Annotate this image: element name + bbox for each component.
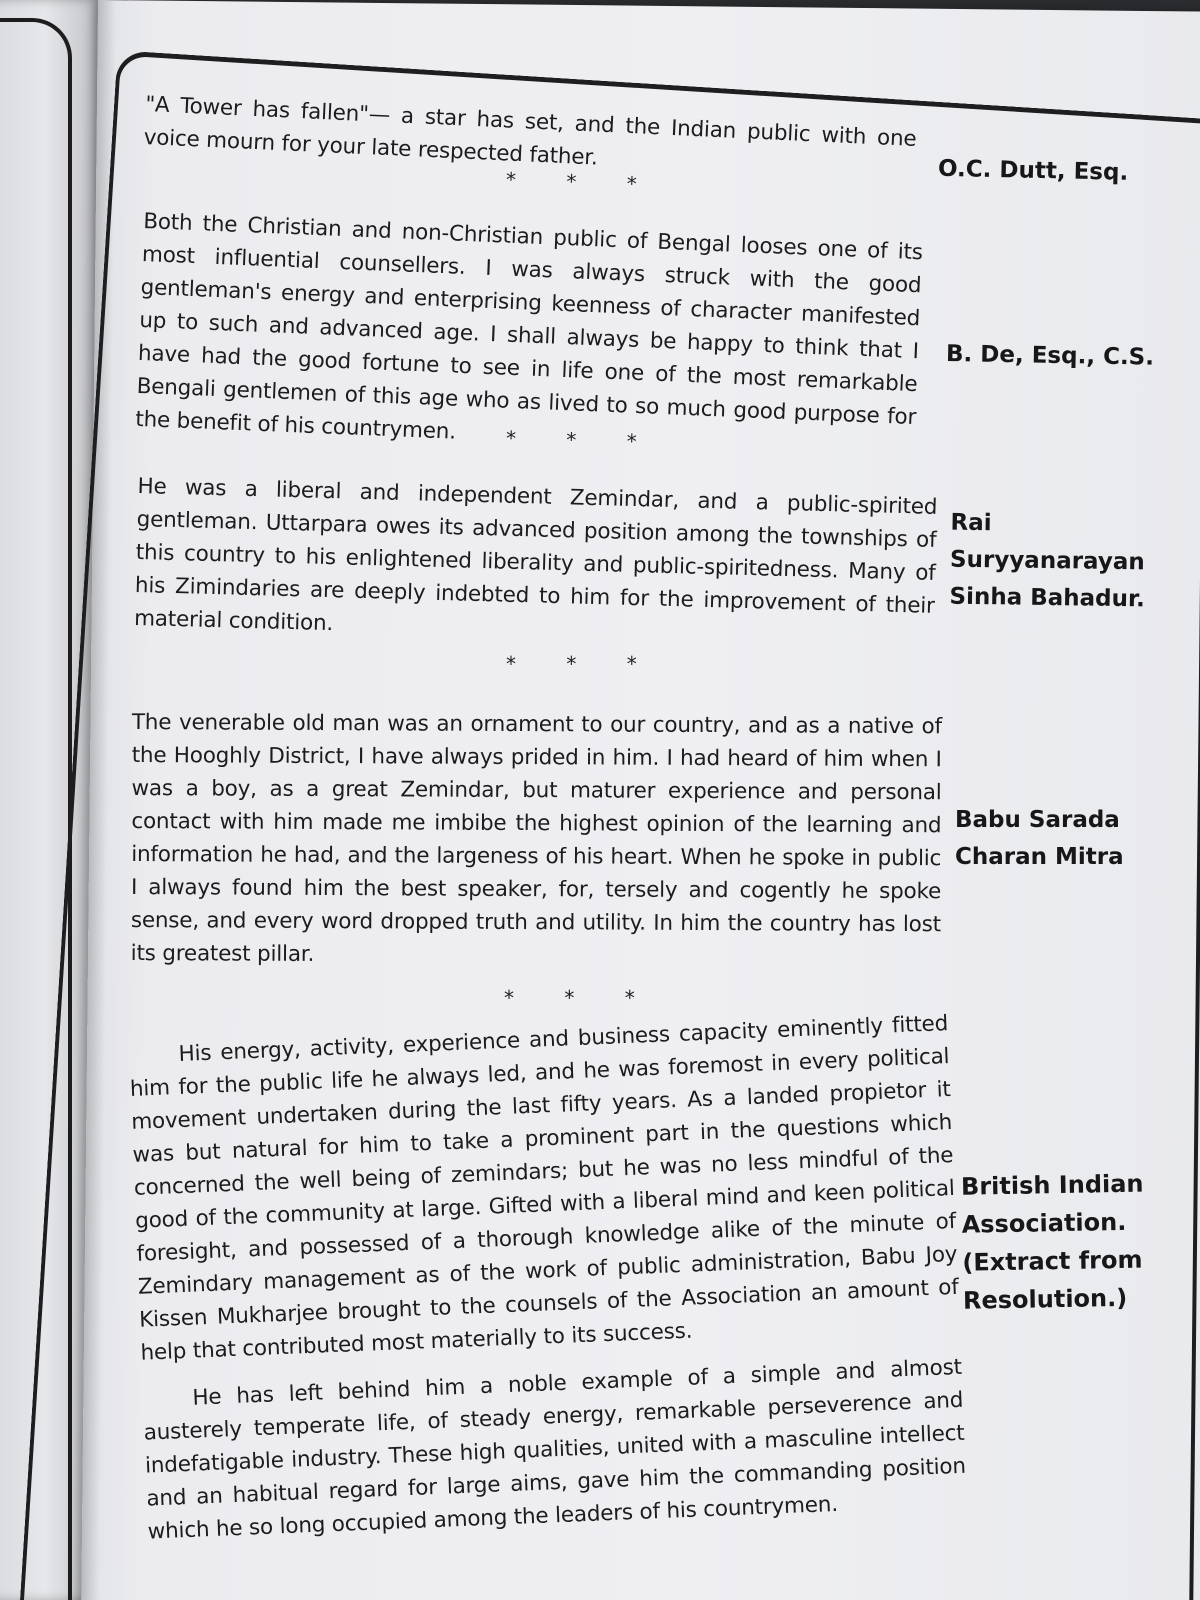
section-separator: * * * (504, 986, 657, 1010)
tribute-paragraph-5 (128, 1007, 968, 1548)
section-separator: * * * (505, 167, 660, 197)
tribute-paragraph-3 (134, 470, 938, 656)
tribute-text: Both the Christian and non-Christian public of Bengal looses one of its most influential counsellers. I was always struck with the good gentleman's energy and enterprising keenness of character manifested up to such and advanced age. I shall always be happy to think that I have had the good fortune to see in life one of the most remarkable Bengali gentlemen of this age who as lived to so much good purpose for the benefit of his countrymen. (134, 208, 924, 445)
section-separator: * * * (506, 652, 659, 676)
tribute-text: He has left behind him a noble example of a simple and almost austerely temperate life, of steady energy, remarkable perseverence and indefatigable industry. These high qualities, united with a masculine intellect and an habitual regard for large aims, gave him the commanding position which he so long occupied among the leaders of his countrymen. (143, 1354, 967, 1545)
tribute-paragraph-4 (131, 706, 942, 974)
tribute-text: He was a liberal and independent Zemindar, and a public-spirited gentleman. Uttarpara owes its advanced position among the townships of this country to his enlightened liberality and public-spiritedness. Many of his Zimindaries are deeply indebted to him for the improvement of their material condition. (133, 473, 938, 637)
tribute-attribution-5: British Indian Association. (Extract from Resolution.) (960, 1169, 1144, 1315)
tribute-text: The venerable old man was an ornament to our country, and as a native of the Hooghly District, I have always prided in him. I had heard of him when I was a boy, as a great Zemindar, but maturer experience and personal contact with him made me imbibe the highest opinion of the learning and information he had, and the largeness of his heart. When he spoke in public I always found him the best speaker, for, tersely and cogently he spoke sense, and every word dropped truth and utility. In him the country has lost its greatest pillar. (130, 709, 942, 967)
tribute-attribution-4: Babu Sarada Charan Mitra (955, 807, 1124, 870)
tribute-attribution-1: O.C. Dutt, Esq. (937, 155, 1129, 186)
section-separator: * * * (505, 426, 660, 454)
tribute-attribution-2: B. De, Esq., C.S. (945, 340, 1155, 371)
tribute-attribution-3: Rai Suryyanarayan Sinha Bahadur. (949, 509, 1145, 613)
tribute-text: "A Tower has fallen"— a star has set, and the Indian public with one voice mourn for your late respected father. (143, 91, 918, 171)
tribute-text: His energy, activity, experience and business capacity eminently fitted him for the public life he always led, and he was foremost in every political movement undertaken during the last fifty years. As a landed propietor it was but natural for him to take a prominent part in the questions which concerned the well being of zemindars; but he was no less mindful of the good of the community at large. Gifted with a liberal mind and keen political foresight, and possessed of a thorough knowledge alike of the minute of Zemindary management as of the work of public administration, Babu Joy Kissen Mukharjee brought to the counsels of the Association an amount of help that contributed most materially to its success. (129, 1011, 960, 1366)
